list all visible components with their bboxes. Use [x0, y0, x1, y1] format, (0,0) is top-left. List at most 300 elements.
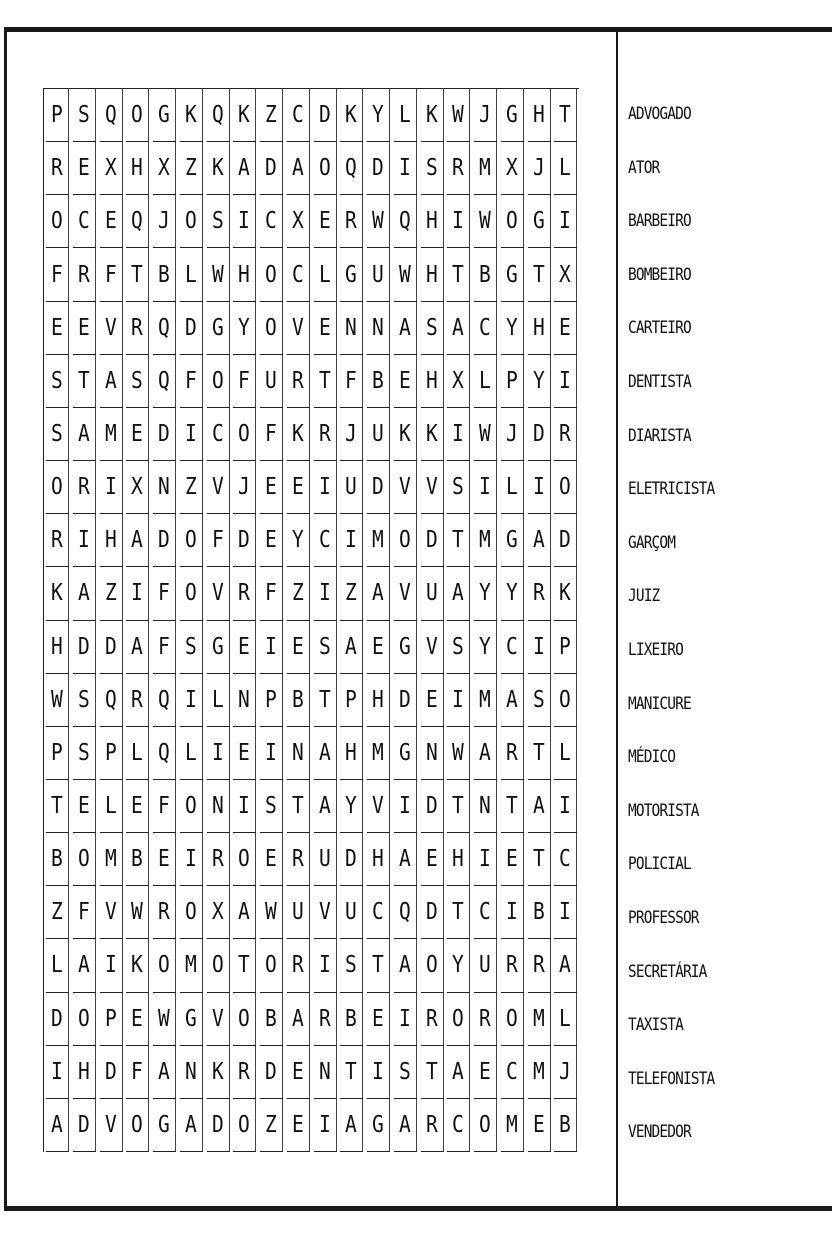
- grid-cell[interactable]: [287, 248, 310, 301]
- grid-cell[interactable]: [447, 142, 470, 195]
- grid-cell[interactable]: [153, 727, 176, 780]
- grid-cell[interactable]: [528, 355, 551, 408]
- grid-cell[interactable]: [501, 89, 524, 142]
- grid-cell[interactable]: [367, 1099, 390, 1152]
- grid-cell[interactable]: [554, 993, 577, 1046]
- grid-cell[interactable]: [46, 1046, 69, 1099]
- grid-cell[interactable]: [528, 780, 551, 833]
- grid-cell[interactable]: [474, 142, 497, 195]
- grid-cell[interactable]: [394, 780, 417, 833]
- grid-cell[interactable]: [340, 461, 363, 514]
- grid-cell[interactable]: [153, 89, 176, 142]
- grid-cell[interactable]: [474, 886, 497, 939]
- grid-cell[interactable]: [474, 408, 497, 461]
- grid-cell[interactable]: [367, 408, 390, 461]
- grid-cell[interactable]: [340, 408, 363, 461]
- grid-cell[interactable]: [126, 1046, 149, 1099]
- grid-cell[interactable]: [233, 621, 256, 674]
- grid-cell[interactable]: [100, 408, 123, 461]
- grid-cell[interactable]: [233, 1046, 256, 1099]
- grid-cell[interactable]: [46, 674, 69, 727]
- grid-cell[interactable]: [554, 514, 577, 567]
- grid-cell[interactable]: [287, 355, 310, 408]
- grid-cell[interactable]: [287, 408, 310, 461]
- grid-cell[interactable]: [421, 833, 444, 886]
- grid-cell[interactable]: [394, 355, 417, 408]
- grid-cell[interactable]: [233, 833, 256, 886]
- grid-cell[interactable]: [447, 89, 470, 142]
- grid-cell[interactable]: [73, 674, 96, 727]
- grid-cell[interactable]: [554, 833, 577, 886]
- grid-cell[interactable]: [314, 355, 337, 408]
- grid-cell[interactable]: [314, 514, 337, 567]
- grid-cell[interactable]: [501, 302, 524, 355]
- grid-cell[interactable]: [233, 461, 256, 514]
- grid-cell[interactable]: [100, 727, 123, 780]
- grid-cell[interactable]: [260, 1099, 283, 1152]
- grid-cell[interactable]: [46, 142, 69, 195]
- grid-cell[interactable]: [314, 142, 337, 195]
- grid-cell[interactable]: [73, 1099, 96, 1152]
- grid-cell[interactable]: [207, 89, 230, 142]
- grid-cell[interactable]: [314, 780, 337, 833]
- grid-cell[interactable]: [233, 1099, 256, 1152]
- grid-cell[interactable]: [287, 780, 310, 833]
- grid-cell[interactable]: [46, 727, 69, 780]
- grid-cell[interactable]: [180, 727, 203, 780]
- grid-cell[interactable]: [46, 461, 69, 514]
- grid-cell[interactable]: [233, 355, 256, 408]
- grid-cell[interactable]: [501, 780, 524, 833]
- grid-cell[interactable]: [260, 833, 283, 886]
- grid-cell[interactable]: [46, 514, 69, 567]
- grid-cell[interactable]: [554, 302, 577, 355]
- grid-cell[interactable]: [100, 461, 123, 514]
- grid-cell[interactable]: [367, 780, 390, 833]
- grid-cell[interactable]: [501, 142, 524, 195]
- grid-cell[interactable]: [528, 248, 551, 301]
- grid-cell[interactable]: [180, 1099, 203, 1152]
- grid-cell[interactable]: [528, 939, 551, 992]
- grid-cell[interactable]: [100, 195, 123, 248]
- grid-cell[interactable]: [180, 408, 203, 461]
- grid-cell[interactable]: [180, 248, 203, 301]
- grid-cell[interactable]: [207, 302, 230, 355]
- grid-cell[interactable]: [100, 621, 123, 674]
- grid-cell[interactable]: [260, 461, 283, 514]
- grid-cell[interactable]: [367, 195, 390, 248]
- grid-cell[interactable]: [207, 1099, 230, 1152]
- grid-cell[interactable]: [100, 1099, 123, 1152]
- grid-cell[interactable]: [340, 833, 363, 886]
- grid-cell[interactable]: [421, 727, 444, 780]
- grid-cell[interactable]: [260, 1046, 283, 1099]
- grid-cell[interactable]: [180, 461, 203, 514]
- grid-cell[interactable]: [554, 89, 577, 142]
- grid-cell[interactable]: [153, 621, 176, 674]
- grid-cell[interactable]: [394, 727, 417, 780]
- grid-cell[interactable]: [207, 833, 230, 886]
- grid-cell[interactable]: [528, 993, 551, 1046]
- grid-cell[interactable]: [287, 939, 310, 992]
- grid-cell[interactable]: [340, 1046, 363, 1099]
- grid-cell[interactable]: [126, 727, 149, 780]
- grid-cell[interactable]: [367, 248, 390, 301]
- grid-cell[interactable]: [287, 1046, 310, 1099]
- grid-cell[interactable]: [233, 408, 256, 461]
- grid-cell[interactable]: [46, 993, 69, 1046]
- grid-cell[interactable]: [394, 89, 417, 142]
- grid-cell[interactable]: [554, 674, 577, 727]
- grid-cell[interactable]: [474, 461, 497, 514]
- grid-cell[interactable]: [474, 780, 497, 833]
- grid-cell[interactable]: [46, 355, 69, 408]
- grid-cell[interactable]: [501, 195, 524, 248]
- grid-cell[interactable]: [447, 355, 470, 408]
- grid-cell[interactable]: [100, 248, 123, 301]
- grid-cell[interactable]: [340, 727, 363, 780]
- grid-cell[interactable]: [554, 780, 577, 833]
- grid-cell[interactable]: [474, 195, 497, 248]
- grid-cell[interactable]: [73, 621, 96, 674]
- grid-cell[interactable]: [207, 195, 230, 248]
- grid-cell[interactable]: [314, 939, 337, 992]
- grid-cell[interactable]: [421, 302, 444, 355]
- grid-cell[interactable]: [340, 780, 363, 833]
- grid-cell[interactable]: [421, 567, 444, 620]
- grid-cell[interactable]: [340, 674, 363, 727]
- grid-cell[interactable]: [367, 727, 390, 780]
- grid-cell[interactable]: [180, 514, 203, 567]
- grid-cell[interactable]: [447, 727, 470, 780]
- grid-cell[interactable]: [421, 1046, 444, 1099]
- grid-cell[interactable]: [287, 195, 310, 248]
- grid-cell[interactable]: [100, 833, 123, 886]
- grid-cell[interactable]: [100, 780, 123, 833]
- grid-cell[interactable]: [73, 833, 96, 886]
- grid-cell[interactable]: [340, 1099, 363, 1152]
- grid-cell[interactable]: [421, 939, 444, 992]
- grid-cell[interactable]: [287, 727, 310, 780]
- grid-cell[interactable]: [287, 514, 310, 567]
- grid-cell[interactable]: [447, 939, 470, 992]
- grid-cell[interactable]: [73, 727, 96, 780]
- grid-cell[interactable]: [554, 248, 577, 301]
- grid-cell[interactable]: [73, 939, 96, 992]
- grid-cell[interactable]: [447, 408, 470, 461]
- grid-cell[interactable]: [126, 1099, 149, 1152]
- grid-cell[interactable]: [260, 302, 283, 355]
- grid-cell[interactable]: [367, 567, 390, 620]
- grid-cell[interactable]: [46, 1099, 69, 1152]
- grid-cell[interactable]: [233, 727, 256, 780]
- grid-cell[interactable]: [474, 514, 497, 567]
- grid-cell[interactable]: [474, 833, 497, 886]
- grid-cell[interactable]: [554, 1099, 577, 1152]
- grid-cell[interactable]: [447, 993, 470, 1046]
- grid-cell[interactable]: [126, 461, 149, 514]
- grid-cell[interactable]: [394, 621, 417, 674]
- grid-cell[interactable]: [394, 408, 417, 461]
- grid-cell[interactable]: [340, 621, 363, 674]
- grid-cell[interactable]: [554, 408, 577, 461]
- grid-cell[interactable]: [180, 89, 203, 142]
- grid-cell[interactable]: [447, 248, 470, 301]
- grid-cell[interactable]: [180, 886, 203, 939]
- grid-cell[interactable]: [207, 621, 230, 674]
- grid-cell[interactable]: [153, 461, 176, 514]
- grid-cell[interactable]: [421, 780, 444, 833]
- grid-cell[interactable]: [314, 195, 337, 248]
- grid-cell[interactable]: [367, 621, 390, 674]
- grid-cell[interactable]: [421, 621, 444, 674]
- grid-cell[interactable]: [233, 195, 256, 248]
- grid-cell[interactable]: [474, 248, 497, 301]
- grid-cell[interactable]: [180, 142, 203, 195]
- grid-cell[interactable]: [394, 939, 417, 992]
- grid-cell[interactable]: [501, 461, 524, 514]
- grid-cell[interactable]: [287, 142, 310, 195]
- grid-cell[interactable]: [73, 355, 96, 408]
- grid-cell[interactable]: [233, 142, 256, 195]
- grid-cell[interactable]: [394, 674, 417, 727]
- grid-cell[interactable]: [528, 567, 551, 620]
- grid-cell[interactable]: [528, 1099, 551, 1152]
- grid-cell[interactable]: [100, 142, 123, 195]
- grid-cell[interactable]: [554, 195, 577, 248]
- grid-cell[interactable]: [501, 939, 524, 992]
- grid-cell[interactable]: [501, 833, 524, 886]
- grid-cell[interactable]: [180, 939, 203, 992]
- grid-cell[interactable]: [474, 674, 497, 727]
- grid-cell[interactable]: [314, 408, 337, 461]
- grid-cell[interactable]: [447, 514, 470, 567]
- grid-cell[interactable]: [126, 939, 149, 992]
- grid-cell[interactable]: [153, 674, 176, 727]
- grid-cell[interactable]: [287, 621, 310, 674]
- grid-cell[interactable]: [207, 1046, 230, 1099]
- grid-cell[interactable]: [528, 833, 551, 886]
- grid-cell[interactable]: [554, 355, 577, 408]
- grid-cell[interactable]: [367, 142, 390, 195]
- grid-cell[interactable]: [100, 89, 123, 142]
- grid-cell[interactable]: [73, 886, 96, 939]
- grid-cell[interactable]: [260, 780, 283, 833]
- grid-cell[interactable]: [367, 1046, 390, 1099]
- grid-cell[interactable]: [340, 355, 363, 408]
- grid-cell[interactable]: [260, 567, 283, 620]
- grid-cell[interactable]: [447, 886, 470, 939]
- grid-cell[interactable]: [153, 514, 176, 567]
- grid-cell[interactable]: [100, 674, 123, 727]
- grid-cell[interactable]: [260, 939, 283, 992]
- grid-cell[interactable]: [340, 142, 363, 195]
- grid-cell[interactable]: [180, 780, 203, 833]
- grid-cell[interactable]: [126, 833, 149, 886]
- grid-cell[interactable]: [287, 993, 310, 1046]
- grid-cell[interactable]: [126, 780, 149, 833]
- grid-cell[interactable]: [260, 248, 283, 301]
- grid-cell[interactable]: [260, 674, 283, 727]
- grid-cell[interactable]: [46, 886, 69, 939]
- grid-cell[interactable]: [100, 567, 123, 620]
- grid-cell[interactable]: [46, 248, 69, 301]
- grid-cell[interactable]: [340, 89, 363, 142]
- grid-cell[interactable]: [528, 727, 551, 780]
- grid-cell[interactable]: [314, 1099, 337, 1152]
- grid-cell[interactable]: [233, 514, 256, 567]
- grid-cell[interactable]: [501, 1099, 524, 1152]
- grid-cell[interactable]: [207, 248, 230, 301]
- grid-cell[interactable]: [153, 886, 176, 939]
- grid-cell[interactable]: [528, 1046, 551, 1099]
- grid-cell[interactable]: [501, 886, 524, 939]
- grid-cell[interactable]: [367, 674, 390, 727]
- grid-cell[interactable]: [126, 621, 149, 674]
- grid-cell[interactable]: [126, 89, 149, 142]
- grid-cell[interactable]: [554, 142, 577, 195]
- grid-cell[interactable]: [153, 1099, 176, 1152]
- grid-cell[interactable]: [207, 142, 230, 195]
- grid-cell[interactable]: [100, 514, 123, 567]
- grid-cell[interactable]: [233, 567, 256, 620]
- grid-cell[interactable]: [46, 621, 69, 674]
- grid-cell[interactable]: [447, 1046, 470, 1099]
- grid-cell[interactable]: [367, 355, 390, 408]
- grid-cell[interactable]: [554, 567, 577, 620]
- grid-cell[interactable]: [421, 1099, 444, 1152]
- grid-cell[interactable]: [126, 674, 149, 727]
- grid-cell[interactable]: [207, 886, 230, 939]
- grid-cell[interactable]: [447, 780, 470, 833]
- grid-cell[interactable]: [314, 302, 337, 355]
- grid-cell[interactable]: [46, 195, 69, 248]
- grid-cell[interactable]: [46, 408, 69, 461]
- grid-cell[interactable]: [73, 567, 96, 620]
- grid-cell[interactable]: [180, 674, 203, 727]
- grid-cell[interactable]: [100, 1046, 123, 1099]
- grid-cell[interactable]: [153, 408, 176, 461]
- grid-cell[interactable]: [46, 833, 69, 886]
- grid-cell[interactable]: [314, 727, 337, 780]
- grid-cell[interactable]: [287, 833, 310, 886]
- grid-cell[interactable]: [474, 1046, 497, 1099]
- grid-cell[interactable]: [126, 302, 149, 355]
- grid-cell[interactable]: [153, 833, 176, 886]
- grid-cell[interactable]: [233, 89, 256, 142]
- grid-cell[interactable]: [474, 1099, 497, 1152]
- grid-cell[interactable]: [474, 89, 497, 142]
- grid-cell[interactable]: [394, 886, 417, 939]
- grid-cell[interactable]: [287, 886, 310, 939]
- grid-cell[interactable]: [474, 355, 497, 408]
- grid-cell[interactable]: [314, 461, 337, 514]
- grid-cell[interactable]: [554, 727, 577, 780]
- grid-cell[interactable]: [153, 1046, 176, 1099]
- grid-cell[interactable]: [180, 621, 203, 674]
- grid-cell[interactable]: [421, 674, 444, 727]
- grid-cell[interactable]: [207, 514, 230, 567]
- grid-cell[interactable]: [314, 833, 337, 886]
- grid-cell[interactable]: [394, 514, 417, 567]
- grid-cell[interactable]: [260, 621, 283, 674]
- grid-cell[interactable]: [207, 461, 230, 514]
- grid-cell[interactable]: [180, 1046, 203, 1099]
- grid-cell[interactable]: [340, 567, 363, 620]
- grid-cell[interactable]: [421, 408, 444, 461]
- grid-cell[interactable]: [73, 514, 96, 567]
- grid-cell[interactable]: [421, 195, 444, 248]
- grid-cell[interactable]: [394, 1099, 417, 1152]
- grid-cell[interactable]: [153, 567, 176, 620]
- grid-cell[interactable]: [287, 302, 310, 355]
- grid-cell[interactable]: [153, 195, 176, 248]
- grid-cell[interactable]: [447, 567, 470, 620]
- grid-cell[interactable]: [421, 89, 444, 142]
- grid-cell[interactable]: [367, 939, 390, 992]
- grid-cell[interactable]: [207, 408, 230, 461]
- grid-cell[interactable]: [180, 302, 203, 355]
- grid-cell[interactable]: [528, 461, 551, 514]
- grid-cell[interactable]: [180, 355, 203, 408]
- grid-cell[interactable]: [100, 993, 123, 1046]
- grid-cell[interactable]: [314, 248, 337, 301]
- grid-cell[interactable]: [340, 939, 363, 992]
- grid-cell[interactable]: [474, 993, 497, 1046]
- grid-cell[interactable]: [73, 993, 96, 1046]
- grid-cell[interactable]: [554, 1046, 577, 1099]
- grid-cell[interactable]: [233, 674, 256, 727]
- grid-cell[interactable]: [501, 514, 524, 567]
- grid-cell[interactable]: [421, 461, 444, 514]
- grid-cell[interactable]: [126, 142, 149, 195]
- grid-cell[interactable]: [314, 621, 337, 674]
- grid-cell[interactable]: [260, 89, 283, 142]
- grid-cell[interactable]: [394, 461, 417, 514]
- grid-cell[interactable]: [367, 833, 390, 886]
- grid-cell[interactable]: [126, 886, 149, 939]
- grid-cell[interactable]: [394, 142, 417, 195]
- grid-cell[interactable]: [314, 886, 337, 939]
- grid-cell[interactable]: [46, 89, 69, 142]
- grid-cell[interactable]: [73, 142, 96, 195]
- grid-cell[interactable]: [528, 408, 551, 461]
- grid-cell[interactable]: [474, 939, 497, 992]
- grid-cell[interactable]: [73, 1046, 96, 1099]
- grid-cell[interactable]: [153, 355, 176, 408]
- grid-cell[interactable]: [153, 939, 176, 992]
- grid-cell[interactable]: [340, 195, 363, 248]
- grid-cell[interactable]: [501, 993, 524, 1046]
- grid-cell[interactable]: [287, 461, 310, 514]
- grid-cell[interactable]: [501, 1046, 524, 1099]
- grid-cell[interactable]: [340, 514, 363, 567]
- grid-cell[interactable]: [367, 89, 390, 142]
- grid-cell[interactable]: [474, 727, 497, 780]
- grid-cell[interactable]: [528, 514, 551, 567]
- grid-cell[interactable]: [207, 939, 230, 992]
- grid-cell[interactable]: [528, 89, 551, 142]
- grid-cell[interactable]: [528, 302, 551, 355]
- grid-cell[interactable]: [394, 195, 417, 248]
- grid-cell[interactable]: [367, 461, 390, 514]
- grid-cell[interactable]: [233, 302, 256, 355]
- grid-cell[interactable]: [447, 1099, 470, 1152]
- grid-cell[interactable]: [314, 993, 337, 1046]
- grid-cell[interactable]: [314, 89, 337, 142]
- grid-cell[interactable]: [501, 621, 524, 674]
- grid-cell[interactable]: [394, 833, 417, 886]
